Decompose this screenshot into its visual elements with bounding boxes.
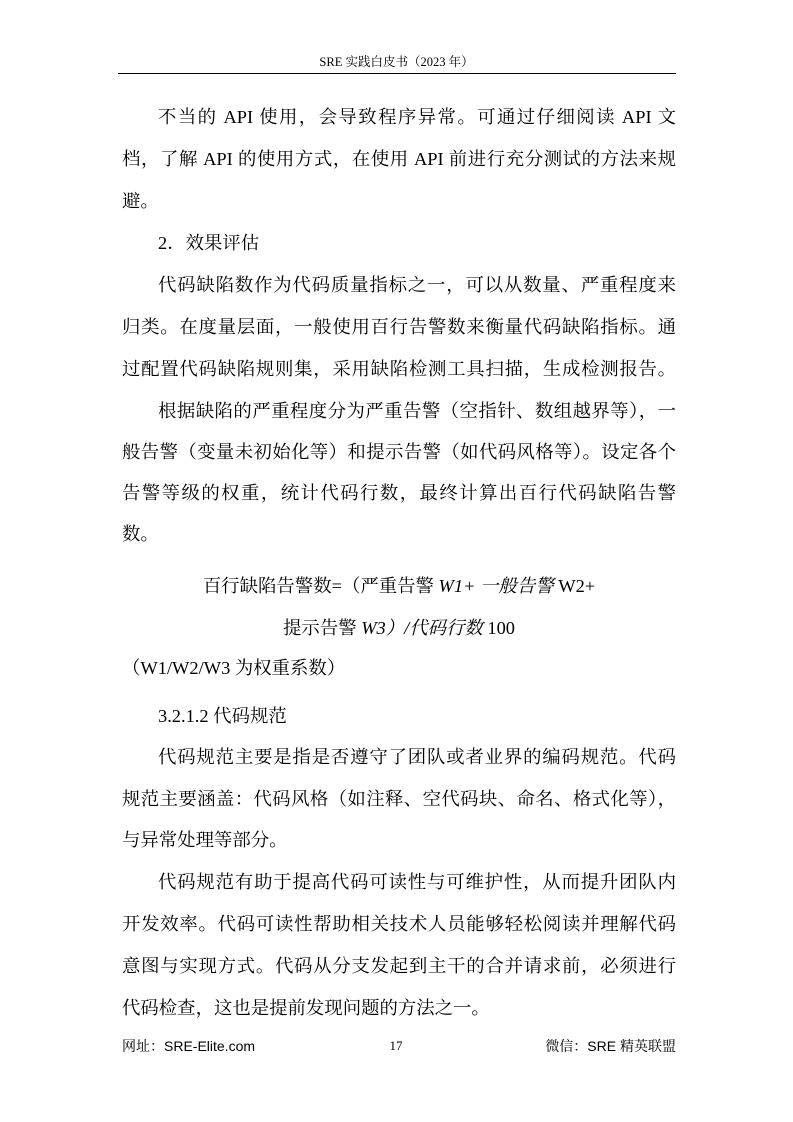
formula-italic-term: W1+ 一般告警: [438, 576, 554, 596]
paragraph-line: 避。: [122, 191, 159, 211]
paragraph-line: 代码规范主要是指是否遵守了团队或者业界的编码规范。代码: [158, 747, 676, 767]
formula-text: 提示告警: [283, 618, 362, 638]
paragraph-line: 开发效率。代码可读性帮助相关技术人员能够轻松阅读并理解代码: [122, 914, 676, 934]
paragraph-line: 数。: [122, 524, 159, 544]
footer-website: 网址：SRE-Elite.com: [122, 1038, 256, 1054]
page-number: 17: [389, 1038, 403, 1053]
formula-line: [122, 572, 676, 600]
paragraph-line: 规范主要涵盖：代码风格（如注释、空代码块、命名、格式化等），: [122, 789, 676, 809]
paragraph-line: 根据缺陷的严重程度分为严重告警（空指针、数组越界等），一: [158, 401, 676, 421]
paragraph-line: 告警等级的权重，统计代码行数，最终计算出百行代码缺陷告警: [122, 483, 676, 503]
formula-text: W2+: [553, 576, 596, 596]
paragraph-line: 意图与实现方式。代码从分支发起到主干的合并请求前，必须进行: [122, 956, 676, 976]
section-heading: 3.2.1.2 代码规范: [158, 706, 287, 726]
formula-text: 百行缺陷告警数=（严重告警: [202, 576, 439, 596]
paragraph-line: 代码规范有助于提高代码可读性与可维护性，从而提升团队内: [158, 872, 676, 892]
paragraph-line: 代码缺陷数作为代码质量指标之一，可以从数量、严重程度来: [158, 275, 676, 295]
weights-note: （W1/W2/W3 为权重系数）: [122, 658, 346, 678]
subsection-heading: 2．效果评估: [158, 233, 260, 253]
header-rule: [118, 73, 676, 74]
paragraph-line: 般告警（变量未初始化等）和提示告警（如代码风格等）。设定各个: [122, 442, 676, 462]
footer-wechat: 微信：SRE 精英联盟: [545, 1038, 676, 1054]
formula-text: 100: [482, 618, 515, 638]
formula-line: [122, 614, 676, 642]
running-header: SRE 实践白皮书（2023 年）: [319, 55, 474, 69]
paragraph-line: 档，了解 API 的使用方式，在使用 API 前进行充分测试的方法来规: [122, 149, 676, 169]
paragraph-line: 代码检查，这也是提前发现问题的方法之一。: [122, 998, 490, 1018]
formula-italic-term: W3）/代码行数: [361, 618, 483, 638]
paragraph-line: 归类。在度量层面，一般使用百行告警数来衡量代码缺陷指标。通: [122, 317, 676, 337]
paragraph-line: 与异常处理等部分。: [122, 830, 288, 850]
paragraph-line: 不当的 API 使用，会导致程序异常。可通过仔细阅读 API 文: [158, 107, 676, 127]
paragraph-line: 过配置代码缺陷规则集，采用缺陷检测工具扫描，生成检测报告。: [122, 359, 676, 379]
